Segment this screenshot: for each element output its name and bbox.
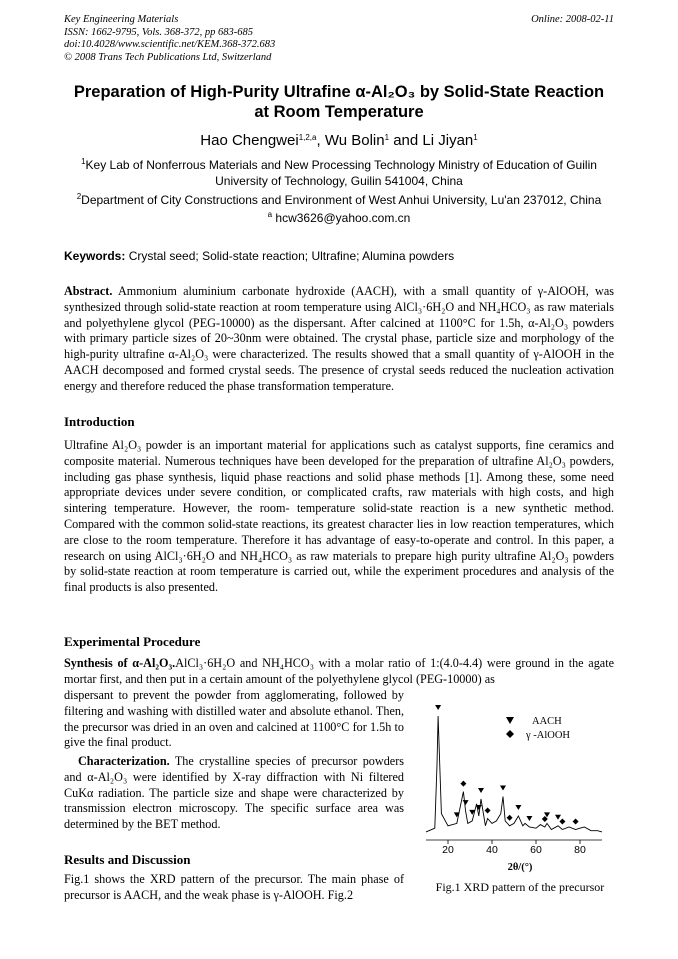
synthesis-paragraph: Synthesis of α-Al₂O₃.AlCl₃·6H₂O and NH₄HCO₃ with a molar ratio of 1:(4.0-4.4) were ground in the agate mortar first, and then put in a certain amount of the polyethylene glycol (PEG-10000) as [64,656,614,686]
aach-peak-marker [526,816,532,821]
doi: doi:10.4028/www.scientific.net/KEM.368-372.683 [64,39,276,50]
aach-peak-marker [500,786,506,791]
xrd-plot-area [426,705,602,844]
author-1-affil: 1,2,a [298,133,317,142]
title-line-1: Preparation of High-Purity Ultrafine α-Al₂O₃ by Solid-State Reaction [73,83,605,101]
aach-peak-marker [515,805,521,810]
author-email: $^a$ hcw3626@yahoo.com.cn [267,210,411,225]
aach-peak-marker [476,805,482,810]
results-text: Fig.1 shows the XRD pattern of the precursor. The main phase of precursor is AACH, and the weak phase is γ-AlOOH. Fig.2 [64,872,404,902]
issn: ISSN: 1662-9795, Vols. 368-372, pp 683-685 [64,26,253,38]
x-axis-label: 2θ/(°) [507,862,533,873]
author-2-affil: 1 [384,133,390,142]
results-heading: Results and Discussion [64,852,191,867]
gamma-alooh-peak-marker [485,807,491,813]
synthesis-continued: dispersant to prevent the powder from agglomerating, followed by filtering and washing with distilled water and absolute ethanol. Then, the precursor was dried in an oven and calcined at 1100°C for 1.5h to give the final product. [64,688,404,750]
author-list [0,132,678,149]
author-3-affil: 1 [473,133,478,142]
online-date: Online: 2008-02-11 [531,14,614,25]
gamma-alooh-peak-marker [573,818,579,824]
x-tick-20: 20 [442,844,454,856]
journal-header [64,14,275,64]
legend-aach-marker [506,717,514,724]
copyright: © 2008 Trans Tech Publications Ltd, Switzerland [64,51,272,63]
aach-peak-marker [463,800,469,805]
author-1: Hao Chengwei [200,132,299,149]
paper-title [40,82,638,122]
xrd-figure [422,700,618,875]
introduction-heading: Introduction [64,414,135,429]
characterization-paragraph: Characterization. The crystalline species of precursor powders and α-Al₂O₃ were identified by X-ray diffraction with Ni filtered CuKα radiation. The particle size and shape were characterized by transmission electron microscopy. The specific surface area was determined by the BET method. [64,754,404,832]
x-tick-80: 80 [574,844,586,856]
legend [506,716,570,741]
abstract: Abstract. Ammonium aluminium carbonate hydroxide (AACH), with a small quantity of γ-AlOOH, was synthesized through solid-state reaction at room temperature using AlCl₃·6H₂O and NH₄HCO₃ as raw materials and polyethylene glycol (PEG-10000) as the dispersant. After calcined at 1100°C for 1.5h, α-Al₂O₃ powders with primary particle sizes of 20~30nm were obtained. The crystal phase, particle size and morphology of the high-purity ultrafine α-Al₂O₃ were characterized. The results showed that a small quantity of γ-AlOOH in the AACH decomposed and formed crystal seeds. The presence of crystal seeds reduced the nucleation activation energy and therefore reduced the phase transformation temperature. [64,284,615,393]
journal-name: Key Engineering Materials [64,14,179,25]
gamma-alooh-peak-marker [559,818,565,824]
gamma-alooh-peak-marker [460,781,466,787]
legend-aach-label: AACH [532,716,562,727]
legend-gamma-marker [506,730,514,738]
x-tick-40: 40 [486,844,498,856]
gamma-alooh-peak-marker [507,815,513,821]
affiliation-1: $^1$Key Lab of Nonferrous Materials and New Processing Technology Ministry of Education of Guilin University of Technology, Guilin 541004, China [81,157,597,188]
introduction-text: Ultrafine Al₂O₃ powder is an important material for applications such as catalyst supports, fine ceramics and composite material. Numerous techniques have been developed for the preparation of ultrafine Al₂O₃ powders, including gas phase synthesis, liquid phase reactions and solid phase methods [1]. Among these, some need appropriate devices under severe condition, or complicated crafts, raw materials with high costs, and high sintering temperature. However, the room- temperature solid-state reaction is a new synthetic method. Compared with the common solid-state reactions, its greatest character lies in low reaction temperatures, which are close to the room temperature. Therefore it has advantage of easy-to-operate and control. In this paper, a research on using AlCl₃·6H₂O and NH₄HCO₃ as raw materials to prepare high purity ultrafine Al₂O₃ powders by solid-state reaction at room temperature is carried out, while the experiment procedures and analysis of the final products is also presented. [64,438,614,595]
legend-gamma-label: γ -AlOOH [526,730,571,741]
aach-peak-marker [478,788,484,793]
keywords: Keywords: Crystal seed; Solid-state reaction; Ultrafine; Alumina powders [64,249,455,263]
affiliation-2: $^2$Department of City Constructions and Environment of West Anhui University, Lu'an 237012, China [76,192,602,207]
author-3: and Li Jiyan [389,132,474,149]
title-line-2: at Room Temperature [254,103,424,121]
figure-caption: Fig.1 XRD pattern of the precursor [435,880,605,894]
author-2: , Wu Bolin [316,132,385,149]
x-tick-60: 60 [530,844,542,856]
experimental-heading: Experimental Procedure [64,634,201,649]
aach-peak-marker [435,705,441,710]
xrd-pattern-line [426,716,602,832]
aach-peak-marker [555,815,561,820]
